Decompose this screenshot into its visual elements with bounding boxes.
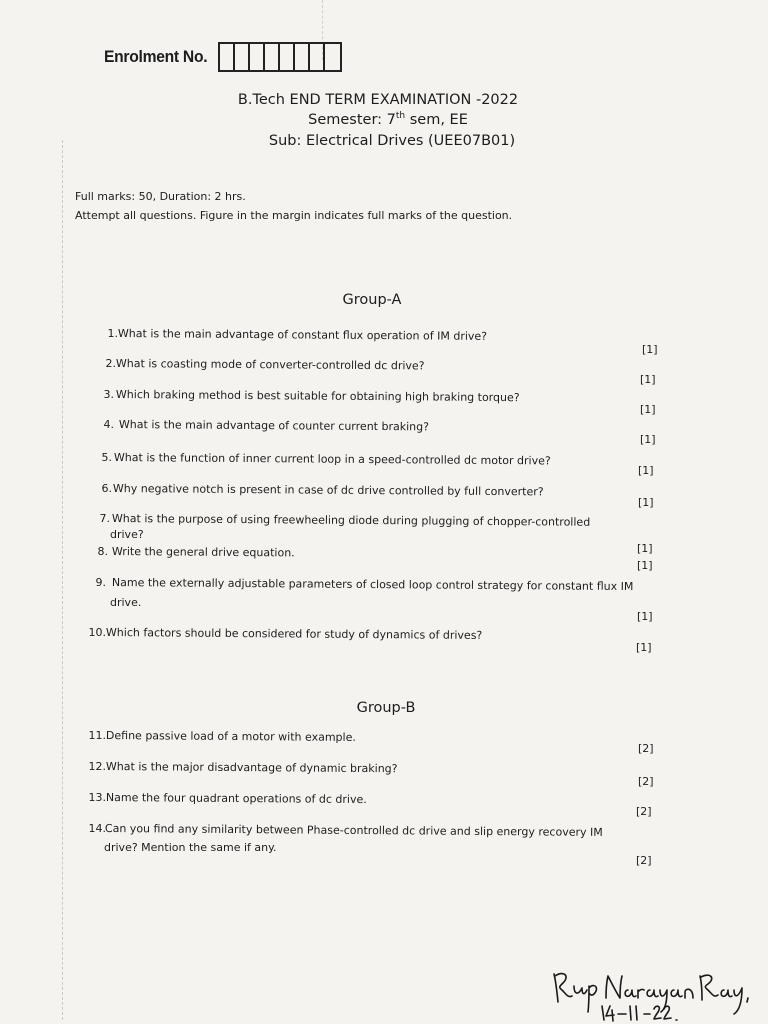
question-text: What is coasting mode of converter-controlled dc drive?	[115, 357, 425, 373]
question-marks: [1]	[638, 496, 654, 509]
question-number: 1.	[107, 327, 118, 340]
question-marks: [2]	[638, 775, 654, 788]
question-marks: [1]	[640, 373, 656, 386]
group-a-title: Group-A	[342, 292, 402, 308]
question-number: 11.	[88, 729, 106, 742]
question-number: 13.	[88, 791, 106, 804]
question-marks: [1]	[640, 433, 656, 446]
question-text-continued: drive.	[110, 596, 142, 609]
question-text: Which braking method is best suitable for obtaining high braking torque?	[115, 388, 520, 405]
question-marks: [2]	[638, 742, 654, 755]
semester-suffix: sem, EE	[405, 111, 468, 128]
question-number: 4.	[103, 418, 114, 431]
marks-duration: Full marks: 50, Duration: 2 hrs.	[75, 190, 246, 203]
question-marks: [2]	[636, 805, 652, 818]
question-text: Name the four quadrant operations of dc drive.	[105, 791, 367, 807]
question-text: Write the general drive equation.	[111, 545, 295, 560]
enrolment-box	[280, 44, 295, 70]
question-text: Can you find any similarity between Phase-controlled dc drive and slip energy recovery IM	[104, 822, 603, 839]
question-marks: [1]	[637, 610, 653, 623]
question-number: 9.	[95, 576, 106, 589]
question-number: 5.	[101, 451, 112, 464]
enrolment-box	[235, 44, 250, 70]
exam-title: B.Tech END TERM EXAMINATION -2022	[237, 92, 519, 108]
question-text: What is the purpose of using freewheeling diode during plugging of chopper-controlled	[111, 512, 591, 529]
question-marks: [1]	[642, 343, 658, 356]
question-number: 6.	[101, 482, 112, 495]
question-marks: [1]	[640, 403, 656, 416]
semester-prefix: Semester: 7	[308, 111, 396, 128]
semester-line	[4, 111, 768, 128]
subject-line: Sub: Electrical Drives (UEE07B01)	[268, 133, 516, 149]
question-text: What is the main advantage of constant flux operation of IM drive?	[117, 327, 488, 343]
question-text: Why negative notch is present in case of dc drive controlled by full converter?	[112, 482, 544, 499]
group-b-title: Group-B	[356, 700, 416, 716]
question-number: 2.	[105, 357, 116, 370]
question-marks: [2]	[636, 854, 652, 867]
question-number: 3.	[103, 388, 114, 401]
question-text: Which factors should be considered for study of dynamics of drives?	[105, 626, 483, 642]
question-number: 8.	[97, 545, 108, 558]
semester-superscript: th	[395, 111, 406, 121]
signature	[548, 968, 758, 1022]
question-marks: [1]	[637, 542, 653, 555]
enrolment-box	[220, 44, 235, 70]
question-text: Define passive load of a motor with example.	[105, 729, 356, 744]
left-margin-line	[62, 140, 63, 1020]
enrolment-box	[295, 44, 310, 70]
enrolment-row	[104, 42, 342, 72]
attempt-instruction: Attempt all questions. Figure in the margin indicates full marks of the question.	[75, 209, 513, 222]
question-marks: [1]	[638, 464, 654, 477]
question-text: What is the major disadvantage of dynamic braking?	[105, 760, 398, 776]
question-marks: [1]	[636, 641, 652, 654]
question-marks: [1]	[637, 559, 653, 572]
question-number: 14.	[88, 822, 106, 835]
question-number: 10.	[88, 626, 106, 639]
question-text: Name the externally adjustable parameters of closed loop control strategy for constant flux IM	[111, 576, 634, 594]
enrolment-boxes	[218, 42, 342, 72]
question-text: What is the main advantage of counter current braking?	[118, 418, 430, 434]
question-text-continued: drive?	[110, 528, 144, 541]
enrolment-box	[265, 44, 280, 70]
enrolment-box	[250, 44, 265, 70]
question-number: 12.	[88, 760, 106, 773]
enrolment-box	[310, 44, 325, 70]
question-text-continued: drive? Mention the same if any.	[104, 841, 277, 854]
question-text: What is the function of inner current loop in a speed-controlled dc motor drive?	[113, 451, 551, 468]
question-number: 7.	[99, 512, 110, 525]
enrolment-label: Enrolment No.	[104, 47, 208, 66]
enrolment-box	[325, 44, 340, 70]
